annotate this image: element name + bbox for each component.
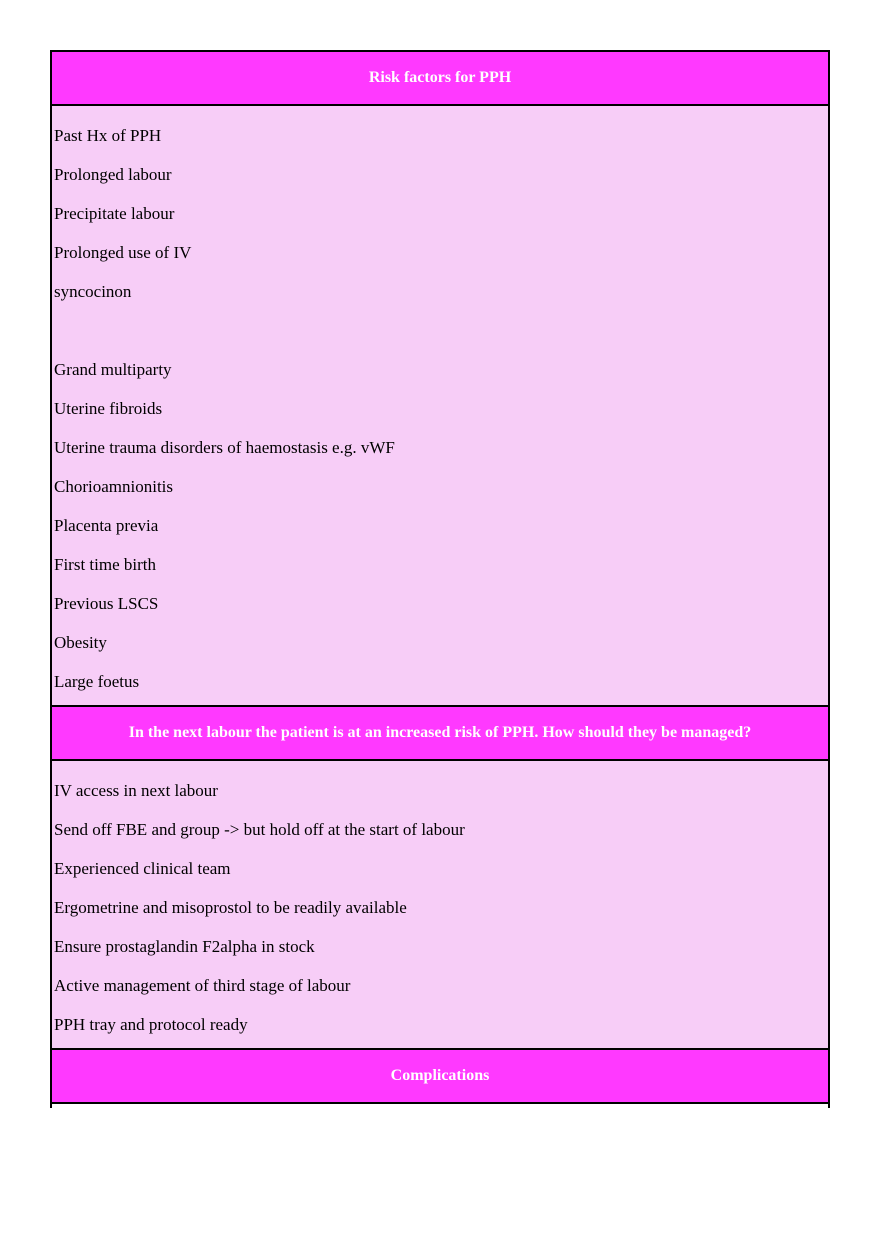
list-item: Precipitate labour	[54, 204, 175, 223]
list-item: Uterine fibroids	[54, 399, 163, 418]
list-item: Chorioamnionitis	[54, 477, 173, 496]
management-title: In the next labour the patient is at an increased risk of PPH. How should they be managed?	[128, 724, 752, 741]
list-item: Prolonged labour	[54, 165, 172, 184]
pph-table	[50, 50, 830, 1108]
management-header	[52, 707, 828, 761]
risk-factors-list	[52, 106, 828, 707]
list-item: First time birth	[54, 555, 156, 574]
complications-body	[52, 1104, 828, 1108]
list-item: Send off FBE and group -> but hold off at the start of labour	[54, 820, 465, 839]
list-item: Placenta previa	[54, 516, 159, 535]
complications-header	[52, 1050, 828, 1104]
list-item: Uterine trauma disorders of haemostasis e.g. vWF	[54, 438, 395, 457]
list-item: Past Hx of PPH	[54, 126, 162, 145]
risk-factors-title: Risk factors for PPH	[368, 69, 512, 86]
blank-line	[54, 311, 828, 350]
list-item: Ensure prostaglandin F2alpha in stock	[54, 937, 315, 956]
list-item: IV access in next labour	[54, 781, 218, 800]
complications-title: Complications	[390, 1067, 490, 1084]
risk-factors-header	[52, 52, 828, 106]
list-item: Obesity	[54, 633, 107, 652]
list-item: Experienced clinical team	[54, 859, 231, 878]
list-item: Prolonged use of IV	[54, 243, 192, 262]
management-list	[52, 761, 828, 1050]
list-item: Active management of third stage of labour	[54, 976, 351, 995]
list-item: syncocinon	[54, 282, 132, 301]
list-end-spacer	[54, 1044, 828, 1048]
list-end-spacer	[54, 701, 828, 705]
list-item: Large foetus	[54, 672, 140, 691]
list-item: Grand multiparty	[54, 360, 172, 379]
list-item: Previous LSCS	[54, 594, 159, 613]
list-item: PPH tray and protocol ready	[54, 1015, 248, 1034]
list-item: Ergometrine and misoprostol to be readily available	[54, 898, 407, 917]
